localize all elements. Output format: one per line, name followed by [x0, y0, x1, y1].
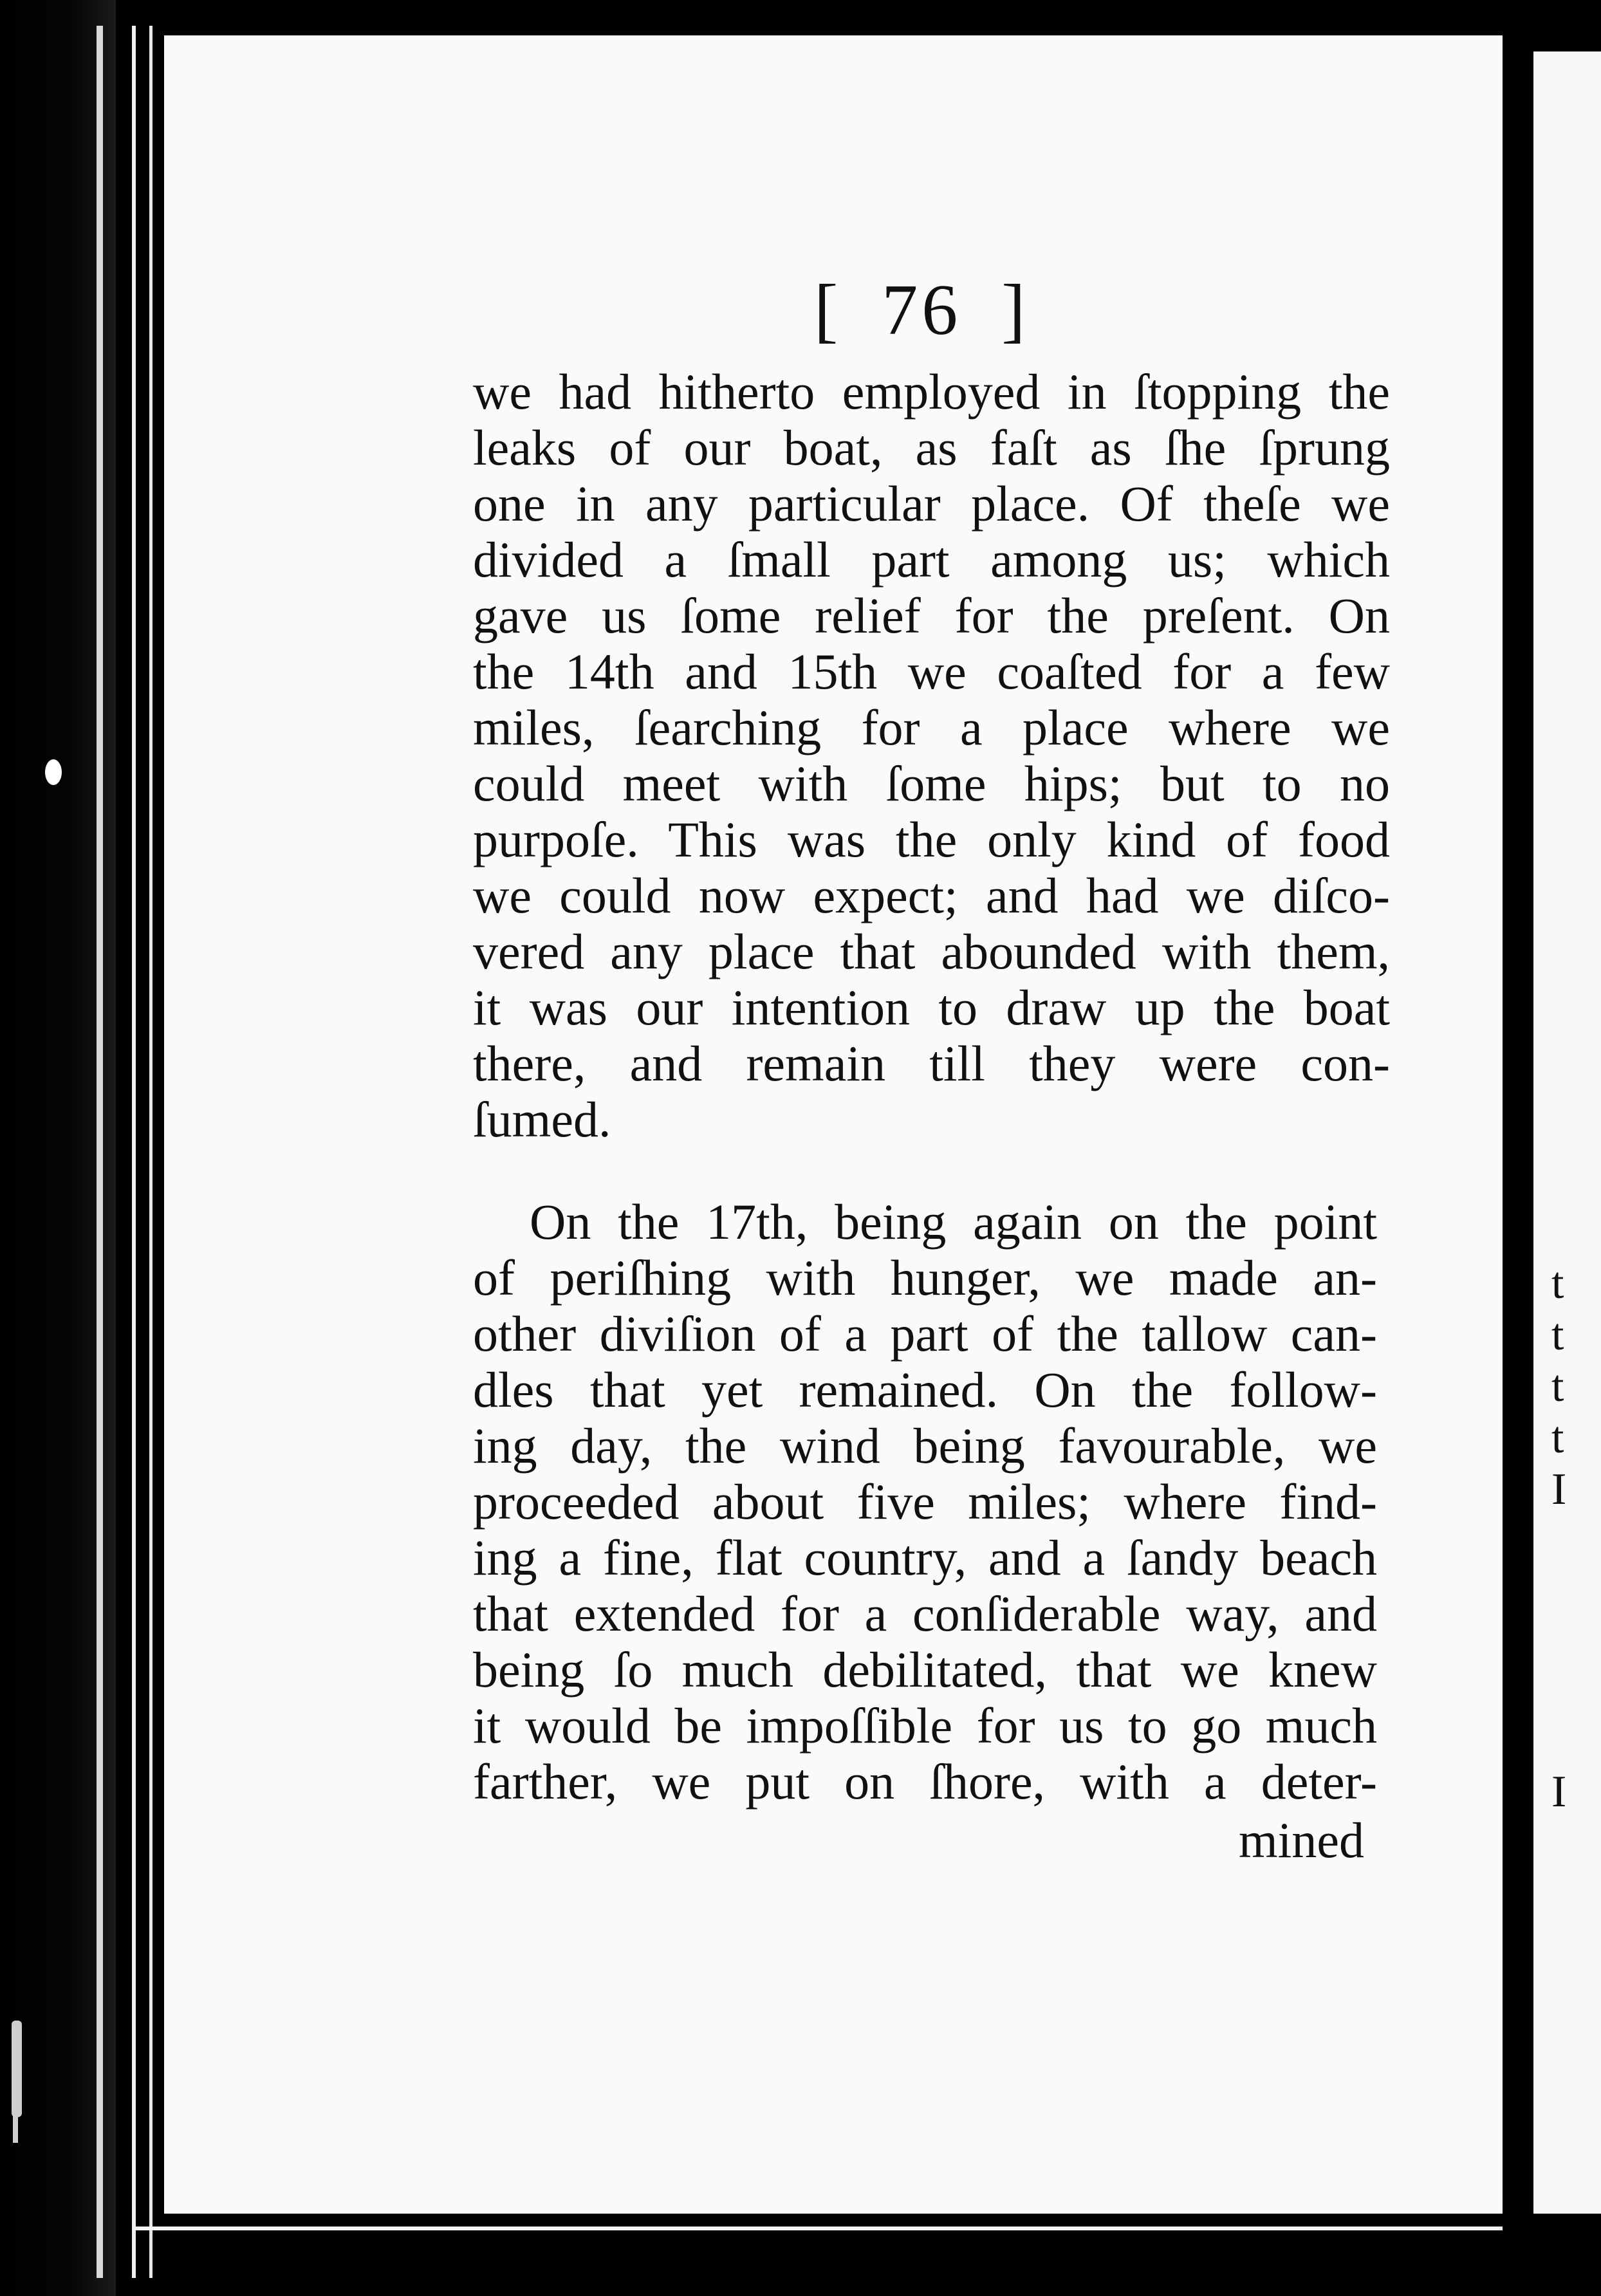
text-line: gave us ſome relief for the preſent. On	[473, 588, 1390, 643]
text-line: that extended for a conſiderable way, and	[473, 1586, 1377, 1642]
page-edge-bottom	[132, 2227, 1509, 2256]
text-line: ing a fine, flat country, and a ſandy beach	[473, 1530, 1377, 1586]
paragraph-1	[473, 364, 1390, 1147]
text-line: being ſo much debilitated, that we knew	[473, 1642, 1377, 1698]
catchword: mined	[1239, 1812, 1364, 1868]
text-line: purpoſe. This was the only kind of food	[473, 811, 1390, 867]
text-line: leaks of our boat, as faſt as ſhe ſprung	[473, 420, 1390, 476]
text-line: the 14th and 15th we coaſted for a few	[473, 643, 1390, 699]
paragraph-2	[473, 1194, 1377, 1810]
text-line: we had hitherto employed in ſtopping the	[473, 364, 1390, 420]
text-line: one in any particular place. Of theſe we	[473, 476, 1390, 532]
text-line: dles that yet remained. On the follow-	[473, 1362, 1377, 1418]
text-line: On the 17th, being again on the point	[530, 1194, 1377, 1250]
adjacent-page-fragment: I	[1551, 1767, 1567, 1817]
adjacent-page-fragment: t	[1551, 1259, 1564, 1308]
text-line: vered any place that abounded with them,	[473, 923, 1390, 979]
text-line: ing day, the wind being favourable, we	[473, 1418, 1377, 1474]
text-line: divided a ſmall part among us; which	[473, 532, 1390, 588]
text-line: it was our intention to draw up the boat	[473, 979, 1390, 1035]
page-number-header: [ 76 ]	[814, 270, 1030, 350]
adjacent-page-fragment: t	[1551, 1362, 1564, 1411]
adjacent-page-fragment: t	[1551, 1413, 1564, 1463]
text-line: of periſhing with hunger, we made an-	[473, 1250, 1377, 1306]
text-line: it would be impoſſible for us to go much	[473, 1698, 1377, 1754]
text-line: other diviſion of a part of the tallow can-	[473, 1306, 1377, 1362]
paper-speck	[12, 2021, 22, 2117]
paper-speck	[45, 759, 62, 785]
adjacent-page-fragment: I	[1551, 1465, 1567, 1514]
page-edge-stripe	[149, 26, 153, 2278]
text-line: farther, we put on ſhore, with a deter-	[473, 1754, 1377, 1810]
text-line: we could now expect; and had we diſco-	[473, 867, 1390, 923]
text-line: ſumed.	[473, 1091, 611, 1147]
page-edge-stripe	[97, 26, 103, 2278]
text-line: miles, ſearching for a place where we	[473, 699, 1390, 755]
page-edge-stripe	[132, 26, 136, 2278]
text-line: could meet with ſome hips; but to no	[473, 755, 1390, 811]
text-line: there, and remain till they were con-	[473, 1035, 1390, 1091]
text-line: proceeded about five miles; where find-	[473, 1474, 1377, 1530]
book-gutter	[1503, 0, 1533, 2296]
adjacent-page-fragment: t	[1551, 1310, 1564, 1360]
adjacent-page-edge	[1533, 51, 1601, 2214]
